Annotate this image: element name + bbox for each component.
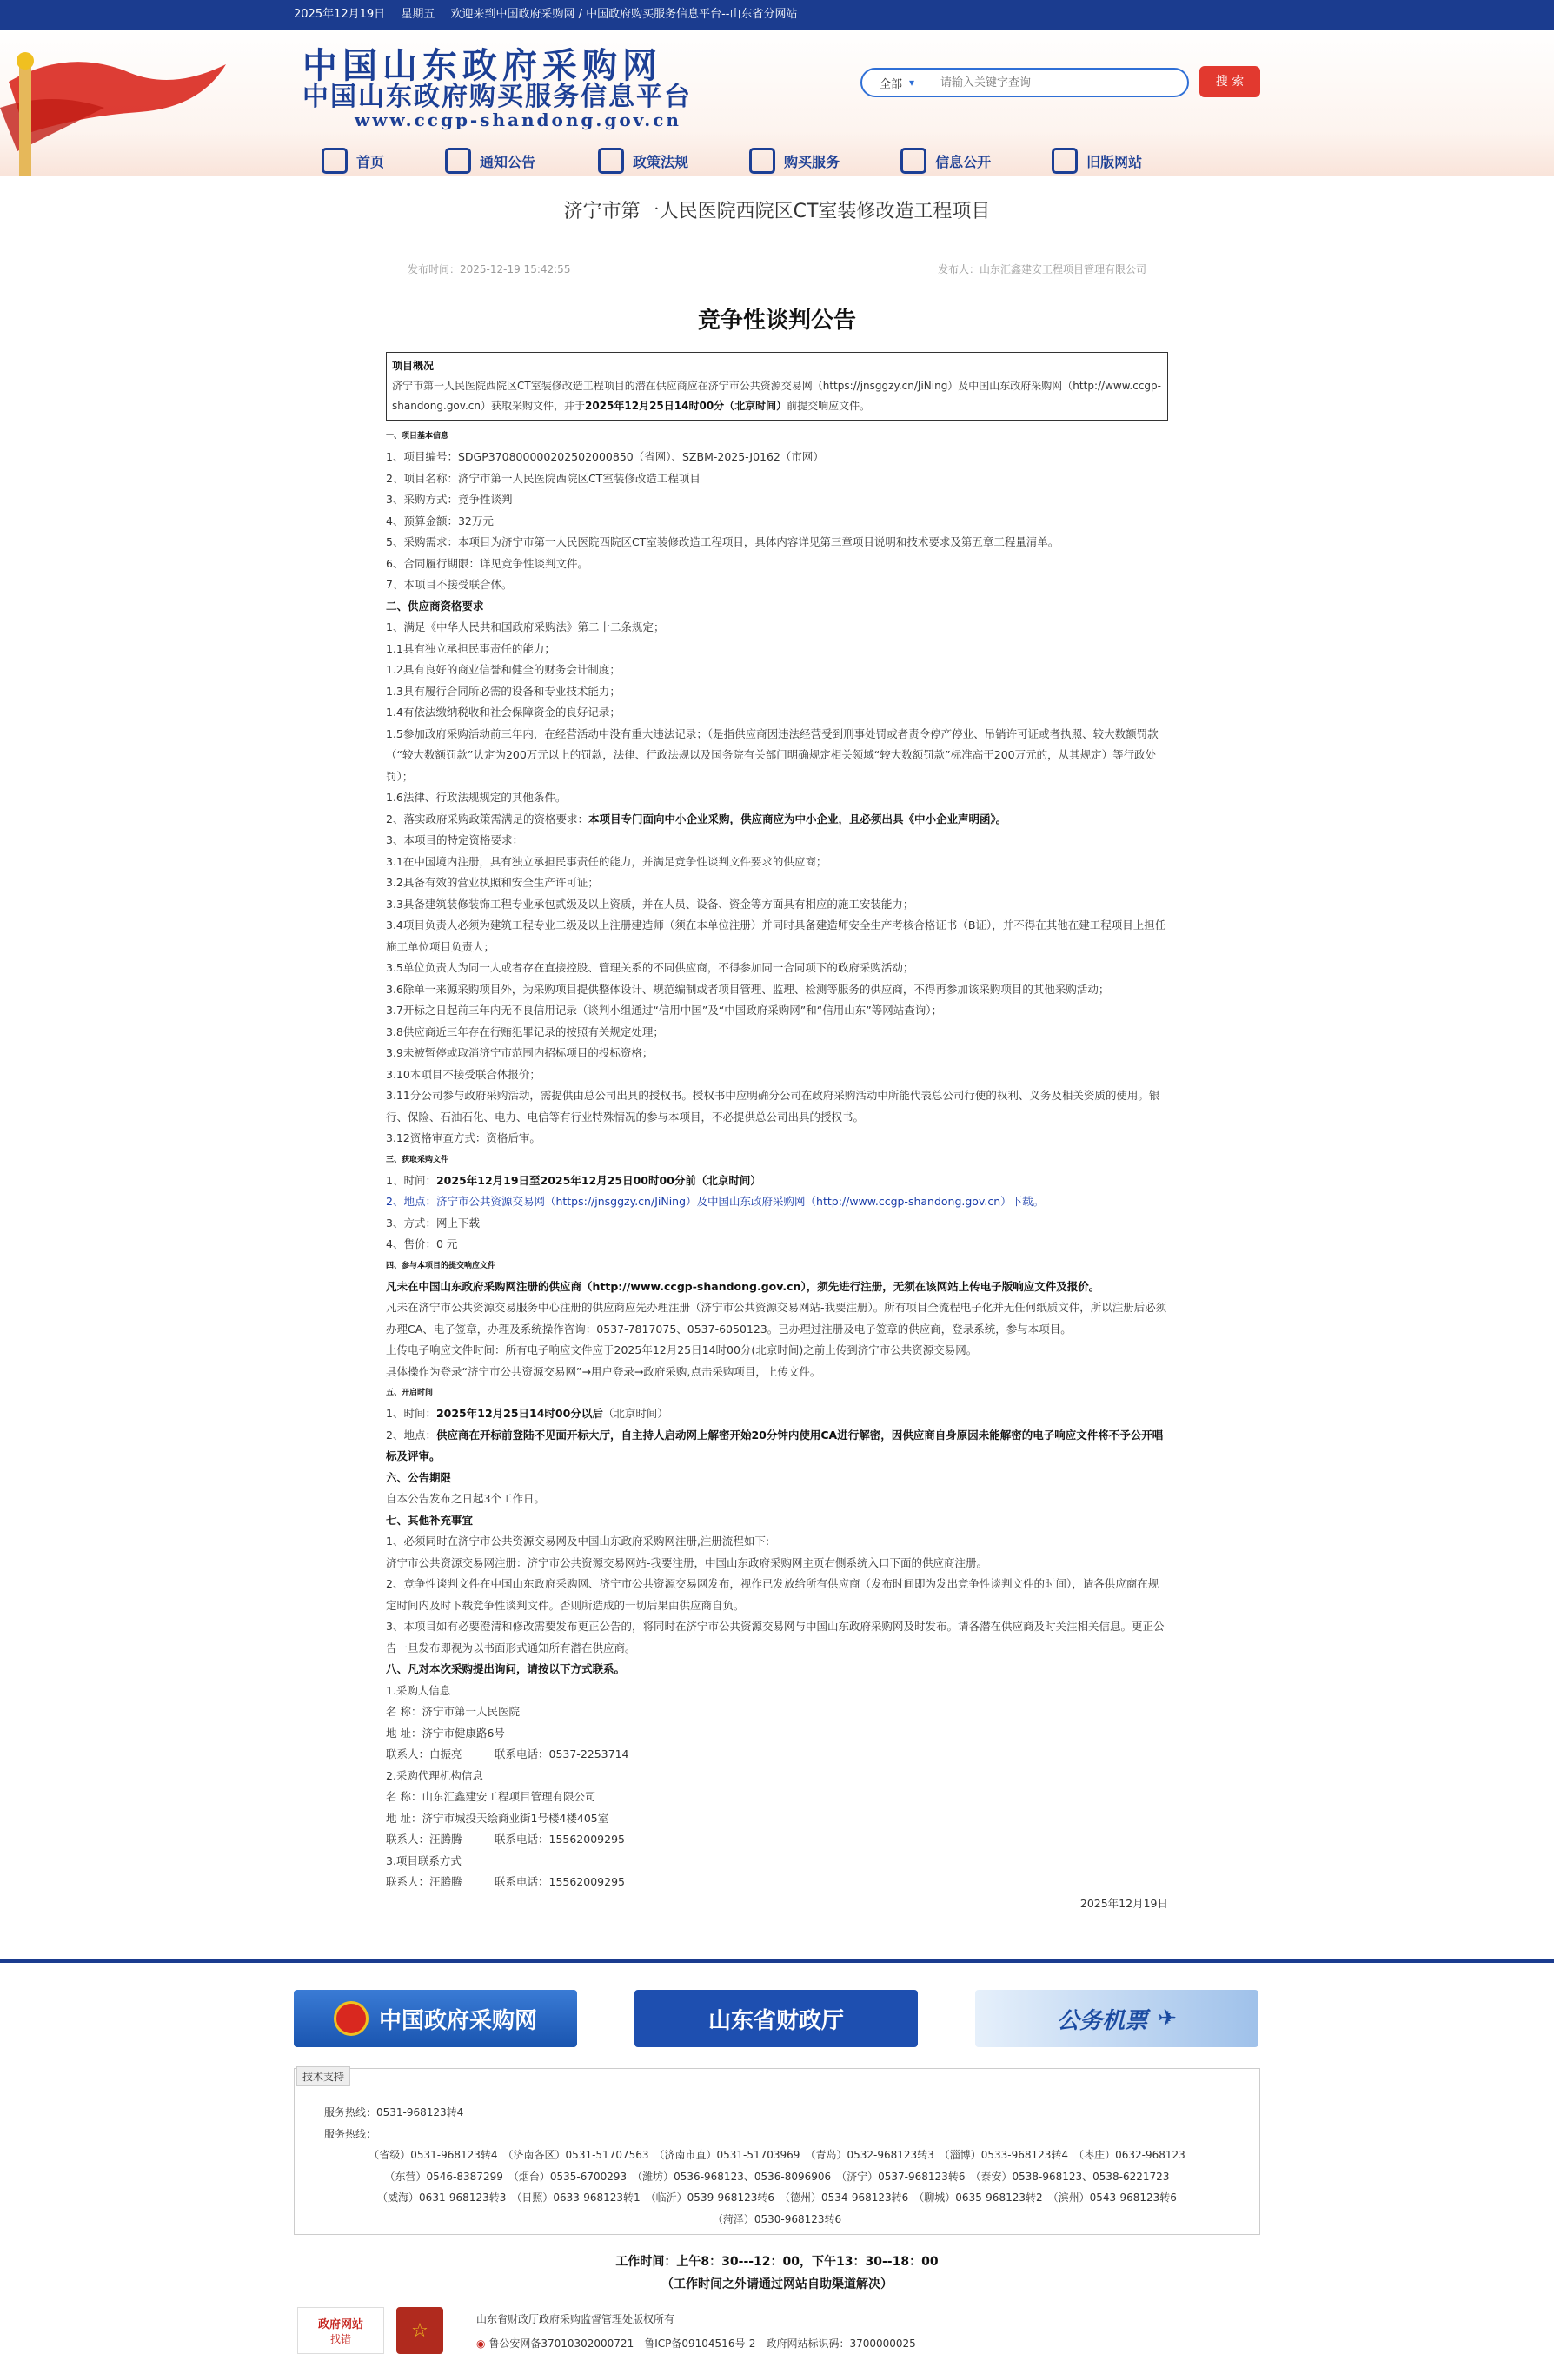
search-input[interactable] bbox=[940, 76, 1187, 89]
section-heading: 五、开启时间 bbox=[386, 1389, 434, 1397]
list-item: 3.3具备建筑装修装饰工程专业承包贰级及以上资质，并在人员、设备、资金等方面具有相应的施工安装能力； bbox=[386, 897, 914, 911]
list-item: 2、落实政府采购政策需满足的资格要求：本项目专门面向中小企业采购，供应商应为中小企业，且必须出具《中小企业声明函》。 bbox=[386, 812, 1007, 825]
date-text: 2025年12月19日 bbox=[294, 8, 386, 21]
hotline-text: 服务热线： bbox=[324, 2127, 377, 2140]
list-item: 名 称：济宁市第一人民医院 bbox=[386, 1705, 520, 1718]
list-item: 1.6法律、行政法规规定的其他条件。 bbox=[386, 791, 567, 804]
section-heading: 六、公告期限 bbox=[386, 1470, 452, 1484]
search-box bbox=[860, 68, 1189, 97]
list-item: 4、售价：0 元 bbox=[386, 1237, 458, 1250]
party-badge-icon[interactable]: ☆ bbox=[396, 2307, 443, 2354]
list-item: 2、地点：供应商在开标前登陆不见面开标大厅，自主持人启动网上解密开始20分钟内使用CA进行解密，因供应商自身原因未能解密的电子响应文件将不予公开唱标及评审。 bbox=[386, 1428, 1164, 1462]
search-button[interactable]: 搜 索 bbox=[1199, 66, 1260, 97]
document-icon bbox=[598, 148, 624, 174]
list-item: 5、采购需求：本项目为济宁市第一人民医院西院区CT室装修改造工程项目，具体内容详见第三章项目说明和技术要求及第五章工程量清单。 bbox=[386, 535, 1059, 548]
list-item: 1、满足《中华人民共和国政府采购法》第二十二条规定； bbox=[386, 620, 665, 633]
search-scope-select[interactable]: 全部 ▾ bbox=[880, 76, 915, 91]
list-item: 上传电子响应文件时间：所有电子响应文件应于2025年12月25日14时00分(北京时间)之前上传到济宁市公共资源交易网。 bbox=[386, 1343, 978, 1356]
hotline-text: 服务热线：0531-968123转4 bbox=[324, 2106, 464, 2118]
list-item: 3、采购方式：竞争性谈判 bbox=[386, 493, 513, 506]
download-link[interactable]: 2、地点：济宁市公共资源交易网（https://jnsggzy.cn/JiNing）及中国山东政府采购网（http://www.ccgp-shandong.gov.cn）下载。 bbox=[386, 1195, 1045, 1208]
weekday-text: 星期五 bbox=[401, 8, 435, 21]
main-nav bbox=[322, 148, 1203, 174]
list-item: 具体操作为登录“济宁市公共资源交易网”→用户登录→政府采购,点击采购项目，上传文件。 bbox=[386, 1364, 821, 1378]
building-icon bbox=[900, 148, 926, 174]
overview-label: 项目概况 bbox=[392, 360, 435, 372]
chevron-down-icon: ▾ bbox=[909, 76, 915, 89]
nav-policies[interactable]: 政策法规 bbox=[598, 148, 688, 174]
overview-text: 济宁市第一人民医院西院区CT室装修改造工程项目的潜在供应商应在济宁市公共资源交易网（https://jnsggzy.cn/JiNing）及中国山东政府采购网（http://www.ccgp-shandong.gov.cn）获取采购文件，并于2025年12月25日14时00分（北京时间）前提交响应文件。 bbox=[392, 380, 1161, 412]
list-item: 1.4有依法缴纳税收和社会保障资金的良好记录； bbox=[386, 706, 621, 719]
list-item: 3、方式：网上下载 bbox=[386, 1216, 480, 1230]
air-ticket-banner-link[interactable]: 公务机票 ✈ bbox=[975, 1990, 1258, 2047]
icp-link[interactable]: 鲁ICP备09104516号-2 bbox=[644, 2337, 756, 2350]
list-item: 3.4项目负责人必须为建筑工程专业二级及以上注册建造师（须在本单位注册）并同时具备建造师安全生产考核合格证书（B证），并不得在其他在建工程项目上担任施工单位项目负责人； bbox=[386, 918, 1166, 953]
list-item: 3.2具备有效的营业执照和安全生产许可证； bbox=[386, 876, 599, 889]
hotline-list: （东营）0546-8387299 （烟台）0535-6700293 （潍坊）0536-968123、0536-8096906 （济宁）0537-968123转6 （泰安）0538-968123、0538-6221723 bbox=[384, 2170, 1170, 2183]
list-item: 6、合同履行期限：详见竞争性谈判文件。 bbox=[386, 556, 588, 570]
police-badge-icon: ◉ bbox=[476, 2337, 486, 2350]
list-item: 凡未在中国山东政府采购网注册的供应商（http://www.ccgp-shandong.gov.cn），须先进行注册，无须在该网站上传电子版响应文件及报价。 bbox=[386, 1279, 1100, 1293]
publisher: 发布人：山东汇鑫建安工程项目管理有限公司 bbox=[937, 263, 1146, 275]
list-item: 1.2具有良好的商业信誉和健全的财务会计制度； bbox=[386, 663, 621, 676]
hotline-list: （威海）0631-968123转3 （日照）0633-968123转1 （临沂）0539-968123转6 （德州）0534-968123转6 （聊城）0635-968123转2 （滨州）0543-968123转6 bbox=[377, 2191, 1177, 2204]
list-item: 3.项目联系方式 bbox=[386, 1853, 462, 1867]
site-header bbox=[0, 30, 1554, 176]
work-hours: 工作时间：上午8：30---12：00，下午13：30--18：00 （工作时间之外请通过网站自助渠道解决） bbox=[615, 2255, 939, 2291]
publish-time: 发布时间：2025-12-19 15:42:55 bbox=[408, 263, 571, 275]
list-item: 7、本项目不接受联合体。 bbox=[386, 578, 513, 591]
section-heading: 四、参与本项目的提交响应文件 bbox=[386, 1261, 496, 1270]
article-meta bbox=[386, 262, 1168, 276]
list-item: 联系人：汪腾腾 联系电话：15562009295 bbox=[386, 1875, 625, 1888]
list-item: 1、必须同时在济宁市公共资源交易网及中国山东政府采购网注册,注册流程如下: bbox=[386, 1535, 770, 1548]
nav-home[interactable]: 首页 bbox=[322, 148, 384, 174]
list-item: 地 址：济宁市健康路6号 bbox=[386, 1726, 505, 1740]
list-item: 1.3具有履行合同所必需的设备和专业技术能力； bbox=[386, 684, 621, 698]
list-item: 3.11分公司参与政府采购活动，需提供由总公司出具的授权书。授权书中应明确分公司在政府采购活动中所能代表总公司行使的权利、义务及相关资质的使用。银行、保险、石油石化、电力、电信等有行业特殊情况的参与本项目，不必提供总公司出具的授权书。 bbox=[386, 1089, 1160, 1124]
section-heading: 三、获取采购文件 bbox=[386, 1155, 449, 1164]
list-item: 凡未在济宁市公共资源交易服务中心注册的供应商应先办理注册（济宁市公共资源交易网站-我要注册）。所有项目全流程电子化并无任何纸质文件，所以注册后必须办理CA、电子签章，办理及系统操作咨询：0537-7817075、0537-6050123。已办理过注册及电子签章的供应商，登录系统，参与本项目。 bbox=[386, 1301, 1167, 1336]
list-item: 联系人：白振亮 联系电话：0537-2253714 bbox=[386, 1747, 629, 1760]
sign-date: 2025年12月19日 bbox=[1079, 1896, 1168, 1910]
airplane-icon: ✈ bbox=[1158, 2005, 1177, 2032]
top-bar bbox=[0, 0, 1554, 30]
list-item: 2.采购代理机构信息 bbox=[386, 1768, 483, 1782]
section-heading: 二、供应商资格要求 bbox=[386, 599, 484, 613]
welcome-text: 欢迎来到中国政府采购网 / 中国政府购买服务信息平台--山东省分网站 bbox=[450, 8, 798, 21]
exit-icon bbox=[1052, 148, 1078, 174]
hotline-list: （省级）0531-968123转4 （济南各区）0531-51707563 （济南市直）0531-51703969 （青岛）0532-968123转3 （淄博）0533-968123转4 （枣庄）0632-968123 bbox=[369, 2149, 1185, 2161]
list-item: 1.1具有独立承担民事责任的能力； bbox=[386, 641, 555, 655]
list-item: 1、项目编号：SDGP370800000202502000850（省网）、SZBM-2025-J0162（市网） bbox=[386, 450, 824, 463]
site-logo-title[interactable]: 中国山东政府采购网 bbox=[302, 45, 662, 86]
list-item: 1、时间：2025年12月19日至2025年12月25日00时00分前（北京时间） bbox=[386, 1173, 761, 1187]
site-logo-url: www.ccgp-shandong.gov.cn bbox=[355, 109, 681, 130]
tech-support-label: 技术支持 bbox=[296, 2066, 350, 2086]
report-error-link[interactable]: 政府网站 找错 bbox=[297, 2307, 384, 2354]
list-item: 3.6除单一来源采购项目外，为采购项目提供整体设计、规范编制或者项目管理、监理、检测等服务的供应商，不得再参加该采购项目的其他采购活动； bbox=[386, 982, 1110, 996]
nav-services[interactable]: 购买服务 bbox=[749, 148, 840, 174]
police-record-link[interactable]: 鲁公安网备37010302000721 bbox=[488, 2337, 634, 2350]
hotline-list: （菏泽）0530-968123转6 bbox=[712, 2212, 842, 2225]
notice-content bbox=[386, 426, 1168, 1914]
list-item: 2、竞争性谈判文件在中国山东政府采购网、济宁市公共资源交易网发布，视作已发放给所有供应商（发布时间即为发出竞争性谈判文件的时间），请各供应商在规定时间内及时下载竞争性谈判文件。否则所造成的一切后果由供应商自负。 bbox=[386, 1577, 1159, 1612]
list-item: 自本公告发布之日起3个工作日。 bbox=[386, 1492, 545, 1505]
list-item: 1.采购人信息 bbox=[386, 1683, 451, 1697]
list-item: 3.1在中国境内注册，具有独立承担民事责任的能力，并满足竞争性谈判文件要求的供应商； bbox=[386, 854, 827, 868]
nav-notices[interactable]: 通知公告 bbox=[445, 148, 535, 174]
nav-old-site[interactable]: 旧版网站 bbox=[1052, 148, 1142, 174]
national-emblem-icon bbox=[334, 2001, 369, 2036]
notice-icon bbox=[445, 148, 471, 174]
tech-support-panel bbox=[294, 2068, 1260, 2235]
list-item: 联系人：汪腾腾 联系电话：15562009295 bbox=[386, 1833, 625, 1846]
list-item: 3.5单位负责人为同一人或者存在直接控股、管理关系的不同供应商，不得参加同一合同项下的政府采购活动； bbox=[386, 961, 914, 974]
article bbox=[386, 196, 1168, 1914]
list-item: 3.12资格审查方式：资格后审。 bbox=[386, 1131, 541, 1144]
list-item: 3.8供应商近三年存在行贿犯罪记录的按照有关规定处理； bbox=[386, 1024, 664, 1038]
section-heading: 八、凡对本次采购提出询问，请按以下方式联系。 bbox=[386, 1662, 626, 1675]
list-item: 济宁市公共资源交易网注册：济宁市公共资源交易网站-我要注册，中国山东政府采购网主页右侧系统入口下面的供应商注册。 bbox=[386, 1555, 988, 1569]
list-item: 地 址：济宁市城投天绘商业街1号楼4楼405室 bbox=[386, 1811, 609, 1825]
site-logo-subtitle: 中国山东政府购买服务信息平台 bbox=[302, 82, 692, 112]
list-item: 2、项目名称：济宁市第一人民医院西院区CT室装修改造工程项目 bbox=[386, 471, 701, 485]
section-heading: 七、其他补充事宜 bbox=[386, 1513, 474, 1527]
site-id-text: 政府网站标识码：3700000025 bbox=[766, 2337, 916, 2350]
list-item: 1.5参加政府采购活动前三年内，在经营活动中没有重大违法记录；（是指供应商因违法经营受到刑事处罚或者责令停产停业、吊销许可证或者执照、较大数额罚款（“较大数额罚款”认定为200万元以上的罚款，法律、行政法规以及国务院有关部门明确规定相关领域“较大数额罚款”标准高于200万元的，从其规定）等行政处罚）； bbox=[386, 726, 1159, 783]
list-item: 1、时间：2025年12月25日14时00分以后（北京时间） bbox=[386, 1407, 668, 1420]
nav-info[interactable]: 信息公开 bbox=[900, 148, 991, 174]
list-item: 3、本项目如有必要澄清和修改需要发布更正公告的，将同时在济宁市公共资源交易网与中国山东政府采购网及时发布。请各潜在供应商及时关注相关信息。更正公告一旦发布即视为以书面形式通知所有潜在供应商。 bbox=[386, 1620, 1165, 1654]
section-heading: 一、项目基本信息 bbox=[386, 432, 449, 441]
home-icon bbox=[322, 148, 348, 174]
list-item: 名 称：山东汇鑫建安工程项目管理有限公司 bbox=[386, 1790, 596, 1803]
list-item: 3、本项目的特定资格要求： bbox=[386, 833, 523, 846]
red-flag-logo-icon bbox=[0, 30, 261, 176]
copyright-text: 山东省财政厅政府采购监督管理处版权所有 bbox=[476, 2313, 675, 2325]
finance-dept-banner-link[interactable]: 山东省财政厅 bbox=[634, 1990, 918, 2047]
list-item: 4、预算金额：32万元 bbox=[386, 514, 494, 527]
list-item: 3.9未被暂停或取消济宁市范围内招标项目的投标资格； bbox=[386, 1046, 654, 1059]
footer-divider bbox=[0, 1959, 1554, 1963]
ccgp-banner-link[interactable]: 中国政府采购网 bbox=[294, 1990, 577, 2047]
list-item: 3.7开标之日起前三年内无不良信用记录（谈判小组通过“信用中国”及“中国政府采购网”和“信用山东”等网站查询）； bbox=[386, 1004, 942, 1017]
list-item: 3.10本项目不接受联合体报价； bbox=[386, 1067, 541, 1081]
site-footer bbox=[297, 2307, 916, 2356]
page-title: 济宁市第一人民医院西院区CT室装修改造工程项目 bbox=[563, 201, 991, 222]
shopping-bag-icon bbox=[749, 148, 775, 174]
link-banners bbox=[294, 1990, 1258, 2047]
overview-box bbox=[386, 352, 1168, 421]
notice-heading: 竞争性谈判公告 bbox=[697, 308, 856, 334]
